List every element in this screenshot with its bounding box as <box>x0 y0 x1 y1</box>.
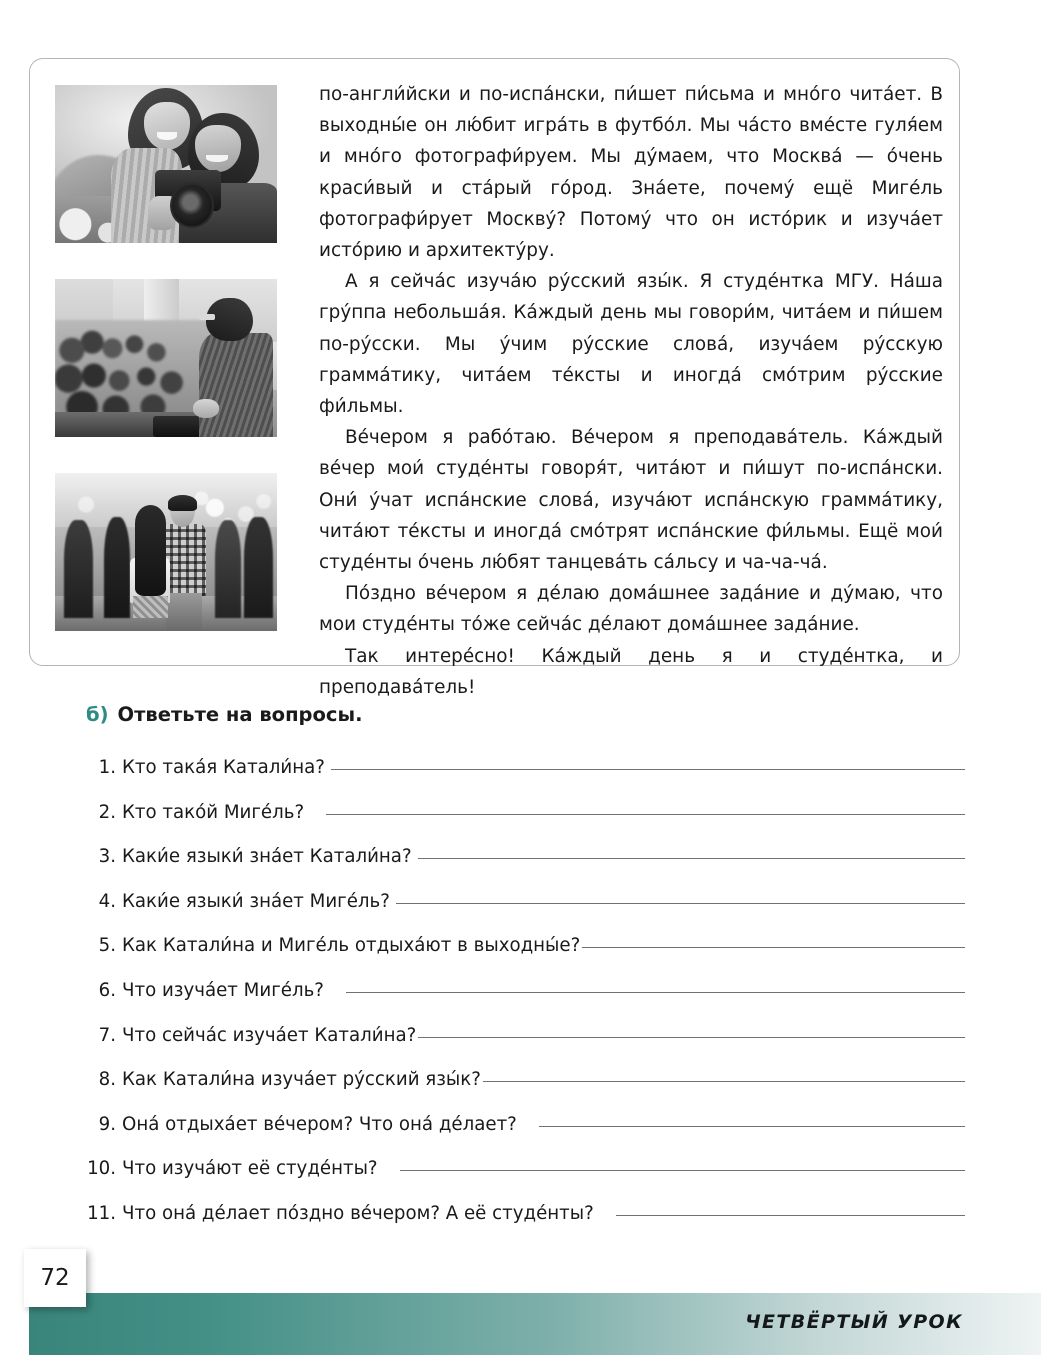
passage-paragraph-1: по-англи́йски и по-испа́нски, пи́шет пи́сьма и мно́го чита́ет. В выходны́е он лю́бит игра́ть в футбо́л. Мы ча́сто вме́сте гуля́ем и мно́го фотографи́руем. Мы ду́маем, что Москва́ — о́чень краси́вый и ста́рый го́род. Зна́ете, почему́ ещё Миге́ль фотографи́рует Москву́? Потому́ что он исто́рик и изуча́ет исто́рию и архитекту́ру. <box>319 84 943 262</box>
question-number: 6. <box>98 979 116 1001</box>
questions-list <box>70 757 965 1248</box>
photo-dancer-woman-hair <box>135 505 166 597</box>
question-row-7 <box>70 1025 965 1070</box>
photo-dancer-background-4 <box>244 517 273 618</box>
question-number: 7. <box>98 1024 116 1046</box>
question-text: Кто тако́й Миге́ль? <box>122 801 305 823</box>
footer-band <box>29 1293 1041 1355</box>
photo-teacher-hand <box>193 399 220 418</box>
question-number: 10. <box>87 1158 116 1180</box>
photo-teacher-glasses <box>199 314 215 320</box>
photo-column <box>55 85 277 631</box>
page-number: 72 <box>24 1249 86 1307</box>
lesson-title: ЧЕТВЁРТЫЙ УРОК <box>745 1311 963 1333</box>
task-letter: б) <box>86 703 109 726</box>
question-text: Она́ отдыха́ет ве́чером? Что она́ де́лает? <box>122 1113 517 1135</box>
photo-dancer-woman-skirt <box>133 596 169 618</box>
answer-line[interactable] <box>582 947 965 948</box>
question-number: 8. <box>98 1069 116 1091</box>
answer-line[interactable] <box>483 1081 965 1082</box>
question-number: 5. <box>98 935 116 957</box>
photo-dancer-background-2 <box>104 517 131 618</box>
photo-dancer-background-3 <box>215 520 242 618</box>
question-row-8 <box>70 1069 965 1114</box>
question-row-11 <box>70 1203 965 1248</box>
passage-paragraph-5: Так интере́сно! Ка́ждый день я и студе́нтка, и преподава́тель! <box>319 645 943 698</box>
question-text: Каки́е языки́ зна́ет Катали́на? <box>122 846 412 868</box>
answer-line[interactable] <box>418 1037 965 1038</box>
photo-dancer-man-hair <box>168 495 197 511</box>
question-number: 1. <box>98 757 116 778</box>
passage-paragraph-2: А я сейча́с изуча́ю ру́сский язы́к. Я студе́нтка МГУ. На́ша гру́ппа небольша́я. Ка́ждый день мы говори́м, чита́ем и пи́шем по-ру́сски. Мы у́чим ру́сские слова́, изуча́ем ру́сскую грамма́тику, чита́ем те́ксты и иногда́ смо́трим ру́сские фи́льмы. <box>319 271 943 418</box>
answer-line[interactable] <box>326 814 965 815</box>
question-number: 4. <box>98 890 116 912</box>
question-row-3 <box>70 846 965 891</box>
question-text: Что она́ де́лает по́здно ве́чером? А её студе́нты? <box>122 1202 594 1224</box>
answer-line[interactable] <box>331 769 965 770</box>
photo-people-dancing <box>55 473 277 631</box>
question-row-6 <box>70 980 965 1025</box>
task-title: Ответьте на вопросы. <box>117 703 363 726</box>
answer-line[interactable] <box>616 1215 965 1216</box>
photo-couple-with-camera <box>55 85 277 243</box>
passage-text <box>319 79 943 703</box>
question-text: Что изуча́ют её студе́нты? <box>122 1158 378 1180</box>
question-row-2 <box>70 802 965 847</box>
question-number: 11. <box>87 1202 116 1224</box>
question-text: Что изуча́ет Миге́ль? <box>122 979 324 1001</box>
question-row-9 <box>70 1114 965 1159</box>
question-text: Каки́е языки́ зна́ет Миге́ль? <box>122 890 390 912</box>
question-text: Кто така́я Катали́на? <box>122 757 325 778</box>
photo-lecturer-and-students <box>55 279 277 437</box>
question-row-10 <box>70 1158 965 1203</box>
answer-line[interactable] <box>400 1170 965 1171</box>
question-row-1 <box>70 757 965 802</box>
task-heading <box>86 703 363 726</box>
photo-dancer-background-1 <box>64 520 93 618</box>
question-number: 9. <box>98 1113 116 1135</box>
answer-line[interactable] <box>539 1126 965 1127</box>
question-number: 2. <box>98 801 116 823</box>
question-number: 3. <box>98 846 116 868</box>
passage-paragraph-3: Ве́чером я рабо́таю. Ве́чером я преподава́тель. Ка́ждый ве́чер мои́ студе́нты говоря́т, чита́ют и пи́шут по-испа́нски. Они́ у́чат испа́нские слова́, изуча́ют испа́нскую грамма́тику, чита́ют те́ксты и иногда́ смо́трят испа́нские фи́льмы. Ещё мои́ студе́нты о́чень лю́бят танцева́ть са́льсу и ча-ча-ча́. <box>319 427 943 574</box>
question-row-5 <box>70 935 965 980</box>
photo-teacher-body <box>199 333 272 437</box>
answer-line[interactable] <box>346 992 965 993</box>
question-text: Как Катали́на и Миге́ль отдыха́ют в выходны́е? <box>122 935 581 957</box>
answer-line[interactable] <box>396 903 965 904</box>
photo-dancer-man-pants <box>166 593 202 631</box>
question-text: Что сейча́с изуча́ет Катали́на? <box>122 1024 417 1046</box>
reading-passage-card <box>29 58 960 698</box>
question-text: Как Катали́на изуча́ет ру́сский язы́к? <box>122 1069 481 1091</box>
answer-line[interactable] <box>418 858 965 859</box>
question-row-4 <box>70 891 965 936</box>
passage-paragraph-4: По́здно ве́чером я де́лаю дома́шнее зада́ние и ду́маю, что мои студе́нты то́же сейча́с де́лают дома́шнее зада́ние. <box>319 583 943 636</box>
